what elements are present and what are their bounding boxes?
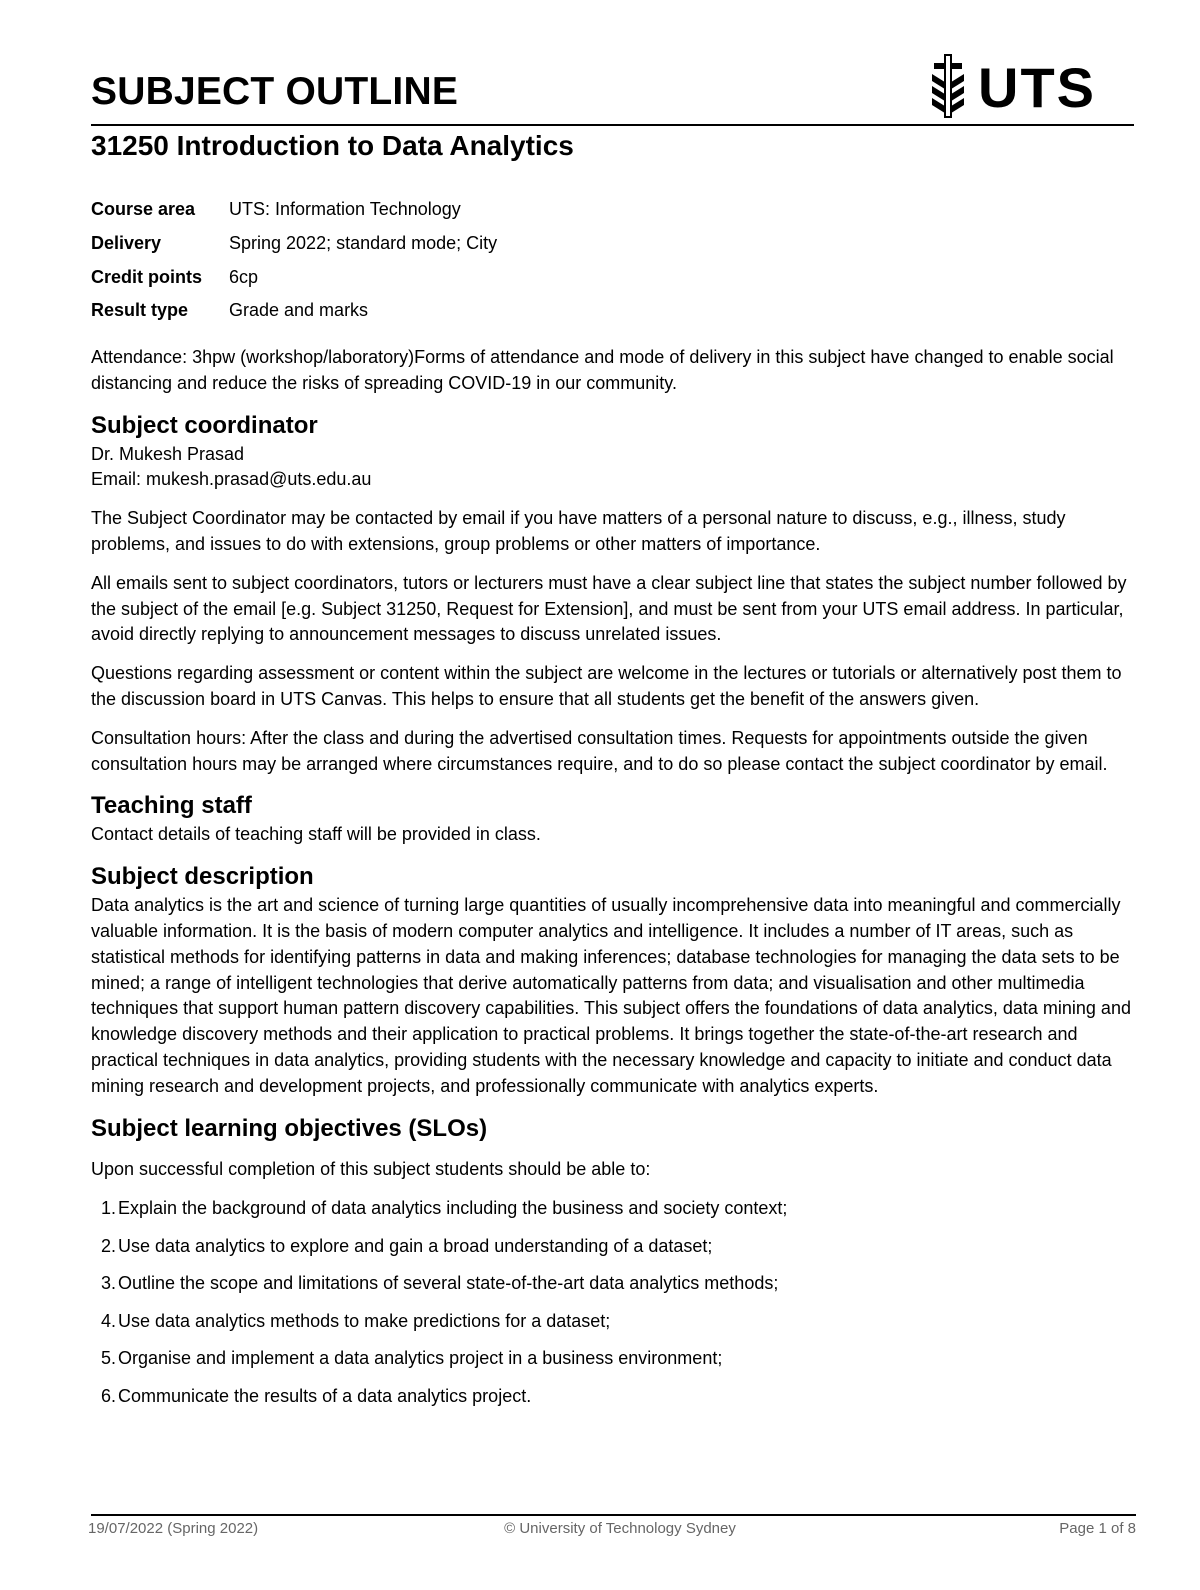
slos-list [91,1190,1136,1415]
meta-label: Delivery [91,233,162,254]
footer-page-number: Page 1 of 8 [1059,1520,1136,1537]
coordinator-paragraph: The Subject Coordinator may be contacted by email if you have matters of a personal nature to discuss, e.g., illness, study problems, and issues to do with extensions, group problems or other matters of importance. [91,508,1066,554]
teaching-staff-text: Contact details of teaching staff will be provided in class. [91,824,541,845]
header-divider [91,124,1134,126]
description-text: Data analytics is the art and science of turning large quantities of usually incomprehensive data into meaningful and commercially valuable information. It is the basis of modern computer analytics and intelligence. It includes a number of IT areas, such as statistical methods for identifying patterns in data and making inferences; database technologies for managing the data sets to be mined; a range of intelligent technologies that derive automatically patterns from data; and visualisation and other multimedia techniques that support human pattern discovery capabilities. This subject offers the foundations of data analytics, data mining and knowledge discovery methods and their application to practical problems. It brings together the state-of-the-art research and practical techniques in data analytics, providing students with the necessary knowledge and capacity to initiate and conduct data mining research and development projects, and professionally communicate with analytics experts. [91,895,1131,1096]
slo-number: 3. [100,1273,116,1294]
coordinator-paragraph: All emails sent to subject coordinators, tutors or lecturers must have a clear subject line that states the subject number followed by the subject of the email [e.g. Subject 31250, Request for Extension], and must be sent from your UTS email address. In particular, avoid directly replying to announcement messages to discuss unrelated issues. [91,572,1127,645]
coordinator-email[interactable]: Email: mukesh.prasad@uts.edu.au [91,469,372,490]
slos-intro: Upon successful completion of this subject students should be able to: [91,1158,651,1179]
slo-number: 2. [100,1235,116,1256]
document-body [91,345,1136,1415]
description-heading: Subject description [91,863,314,891]
meta-value: Grade and marks [229,300,369,321]
meta-row-delivery [91,227,497,261]
footer-divider [91,1514,1136,1516]
coordinator-name: Dr. Mukesh Prasad [91,443,245,464]
subject-meta-table [91,193,497,328]
slo-number: 1. [100,1198,116,1219]
list-item [91,1340,1136,1378]
attendance-paragraph: Attendance: 3hpw (workshop/laboratory)Forms of attendance and mode of delivery in this subject have changed to enable social distancing and reduce the risks of spreading COVID-19 in our community. [91,347,1114,393]
coordinator-contact [91,442,1136,494]
meta-row-credit-points [91,260,497,294]
slo-text: Outline the scope and limitations of several state-of-the-art data analytics methods; [118,1273,779,1294]
slo-text: Organise and implement a data analytics project in a business environment; [118,1348,723,1369]
slo-text: Explain the background of data analytics including the business and society context; [118,1198,788,1219]
list-item [91,1228,1136,1266]
uts-logo [928,50,1098,122]
footer-copyright: © University of Technology Sydney [504,1520,736,1537]
coordinator-heading: Subject coordinator [91,411,318,439]
list-item [91,1190,1136,1228]
subject-title: 31250 Introduction to Data Analytics [91,130,574,161]
coordinator-paragraph: Consultation hours: After the class and during the advertised consultation times. Requests for appointments outside the given consultation hours may be arranged where circumstances require, and to do so please contact the subject coordinator by email. [91,727,1108,774]
meta-label: Result type [91,300,189,321]
slo-number: 6. [100,1385,116,1406]
list-item [91,1265,1136,1303]
uts-crest-icon [928,54,968,118]
slo-text: Use data analytics to explore and gain a broad understanding of a dataset; [118,1235,713,1256]
footer-date: 19/07/2022 (Spring 2022) [88,1520,259,1537]
document-title: SUBJECT OUTLINE [91,70,459,113]
teaching-staff-heading: Teaching staff [91,792,252,820]
logo-wordmark: UTS [978,56,1096,119]
meta-value: 6cp [229,266,259,287]
meta-label: Credit points [91,266,202,287]
slos-heading: Subject learning objectives (SLOs) [91,1114,488,1142]
slo-number: 4. [100,1310,116,1331]
list-item [91,1378,1136,1416]
meta-row-course-area [91,193,497,227]
slo-text: Use data analytics methods to make predictions for a dataset; [118,1310,611,1331]
meta-label: Course area [91,199,196,220]
meta-value: UTS: Information Technology [229,199,461,220]
meta-row-result-type [91,294,497,328]
slo-number: 5. [100,1348,116,1369]
list-item [91,1303,1136,1341]
slo-text: Communicate the results of a data analytics project. [118,1385,532,1406]
meta-value: Spring 2022; standard mode; City [229,233,498,254]
coordinator-paragraph: Questions regarding assessment or content within the subject are welcome in the lectures or tutorials or alternatively post them to the discussion board in UTS Canvas. This helps to ensure that all students get the benefit of the answers given. [91,663,1122,709]
